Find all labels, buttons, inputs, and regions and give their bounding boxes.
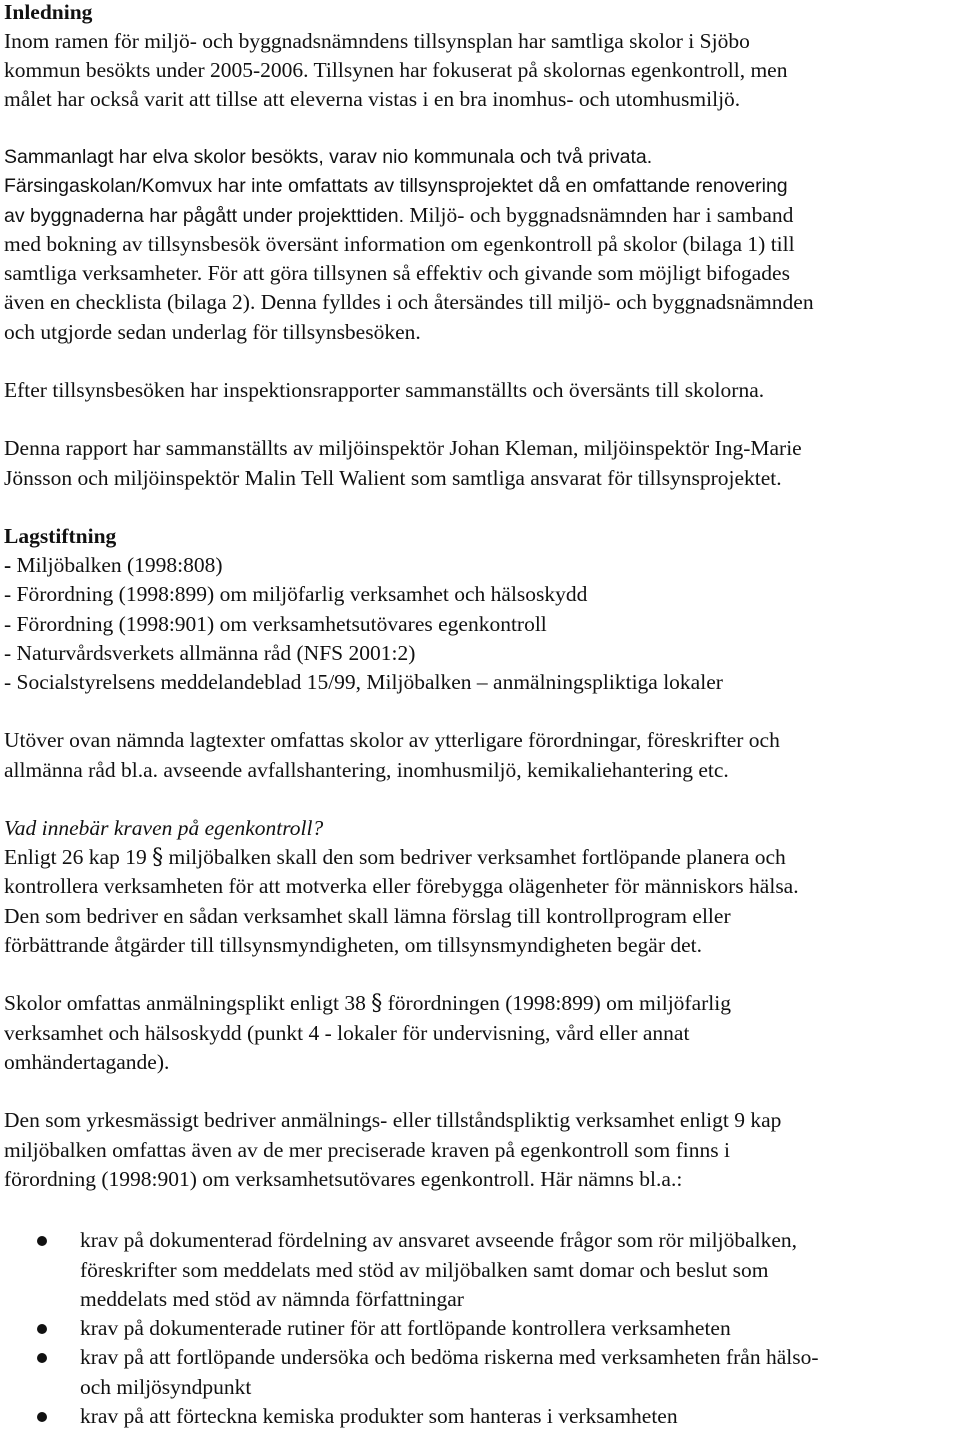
- text-line: Jönsson och miljöinspektör Malin Tell Walient som samtliga ansvarat för tillsynsprojektet.: [4, 466, 782, 490]
- section-sign: §: [152, 845, 164, 870]
- text-line: med bokning av tillsynsbesök översänt information om egenkontroll på skolor (bilaga 1) till: [4, 232, 795, 256]
- text-line: kontrollera verksamheten för att motverka eller förebygga olägenheter för människors hälsa.: [4, 874, 799, 898]
- bullet-dot: [37, 1236, 47, 1246]
- bullet-dot: [37, 1412, 47, 1422]
- text-line: förordning (1998:901) om verksamhetsutövares egenkontroll. Här nämns bl.a.:: [4, 1167, 683, 1191]
- text-segment: Skolor omfattas anmälningsplikt enligt 38: [4, 991, 372, 1015]
- law-list-item: - Socialstyrelsens meddelandeblad 15/99, Miljöbalken – anmälningspliktiga lokaler: [4, 670, 723, 694]
- law-list-item: - Förordning (1998:899) om miljöfarlig verksamhet och hälsoskydd: [4, 582, 588, 606]
- text-line: Efter tillsynsbesöken har inspektionsrapporter sammanställts och översänts till skolorna.: [4, 378, 765, 402]
- text-line: miljöbalken omfattas även av de mer preciserade kraven på egenkontroll som finns i: [4, 1138, 730, 1162]
- text-segment: Enligt 26 kap 19: [4, 845, 153, 869]
- text-line: förbättrande åtgärder till tillsynsmyndigheten, om tillsynsmyndigheten begär det.: [4, 933, 702, 957]
- text-line: Denna rapport har sammanställts av miljöinspektör Johan Kleman, miljöinspektör Ing-Marie: [4, 436, 802, 460]
- text-line: [4, 201, 793, 231]
- text-line: Sammanlagt har elva skolor besökts, varav nio kommunala och två privata.: [4, 146, 653, 168]
- section-sign: §: [371, 991, 383, 1016]
- text-line: Den som yrkesmässigt bedriver anmälnings- eller tillståndspliktig verksamhet enligt 9 kap: [4, 1108, 782, 1132]
- text-line: även en checklista (bilaga 2). Denna fylldes i och återsändes till miljö- och byggnadsnämnden: [4, 290, 814, 314]
- text-segment: miljöbalken skall den som bedriver verksamhet fortlöpande planera och: [163, 845, 786, 869]
- law-list-item: - Naturvårdsverkets allmänna råd (NFS 2001:2): [4, 641, 416, 665]
- heading-inledning: Inledning: [4, 0, 93, 24]
- text-line: Inom ramen för miljö- och byggnadsnämndens tillsynsplan har samtliga skolor i Sjöbo: [4, 29, 750, 53]
- text-line: [4, 989, 731, 1018]
- bullet-line: krav på att förteckna kemiska produkter som hanteras i verksamheten: [80, 1404, 678, 1428]
- bullet-dot: [37, 1353, 47, 1363]
- dash: -: [4, 553, 12, 577]
- text-segment: förordningen (1998:899) om miljöfarlig: [382, 991, 731, 1015]
- text-line: Färsingaskolan/Komvux har inte omfattats av tillsynsprojektet då en omfattande renovering: [4, 175, 788, 197]
- text-line: och utgjorde sedan underlag för tillsynsbesöken.: [4, 320, 421, 344]
- bullet-line: och miljösyndpunkt: [80, 1375, 252, 1399]
- bullet-line: föreskrifter som meddelats med stöd av miljöbalken samt domar och beslut som: [80, 1258, 769, 1282]
- heading-lagstiftning: Lagstiftning: [4, 524, 117, 548]
- text-line: kommun besökts under 2005-2006. Tillsynen har fokuserat på skolornas egenkontroll, men: [4, 58, 788, 82]
- text-line: samtliga verksamheter. För att göra tillsynen så effektiv och givande som möjligt bifogades: [4, 261, 790, 285]
- law-list-item: [4, 551, 223, 580]
- text-line: verksamhet och hälsoskydd (punkt 4 - lokaler för undervisning, vård eller annat: [4, 1021, 690, 1045]
- text-line: [4, 843, 786, 872]
- bullet-line: krav på dokumenterade rutiner för att fortlöpande kontrollera verksamheten: [80, 1316, 731, 1340]
- text-segment: Miljö- och byggnadsnämnden har i samband: [404, 203, 794, 227]
- text-line: omhändertagande).: [4, 1050, 170, 1074]
- text-segment: Miljöbalken (1998:808): [11, 553, 223, 577]
- heading-egenkontroll: Vad innebär kraven på egenkontroll?: [4, 816, 324, 840]
- text-line: målet har också varit att tillse att eleverna vistas i en bra inomhus- och utomhusmiljö.: [4, 87, 741, 111]
- text-line: Utöver ovan nämnda lagtexter omfattas skolor av ytterligare förordningar, föreskrifter och: [4, 728, 780, 752]
- law-list-item: - Förordning (1998:901) om verksamhetsutövares egenkontroll: [4, 612, 547, 636]
- bullet-dot: [37, 1324, 47, 1334]
- text-line: Den som bedriver en sådan verksamhet skall lämna förslag till kontrollprogram eller: [4, 904, 731, 928]
- text-line: allmänna råd bl.a. avseende avfallshantering, inomhusmiljö, kemikaliehantering etc.: [4, 758, 729, 782]
- bullet-line: krav på att fortlöpande undersöka och bedöma riskerna med verksamheten från hälso-: [80, 1345, 819, 1369]
- bullet-line: krav på dokumenterad fördelning av ansvaret avseende frågor som rör miljöbalken,: [80, 1228, 798, 1252]
- bullet-line: meddelats med stöd av nämnda författningar: [80, 1287, 464, 1311]
- text-segment: av byggnaderna har pågått under projekttiden.: [4, 205, 405, 227]
